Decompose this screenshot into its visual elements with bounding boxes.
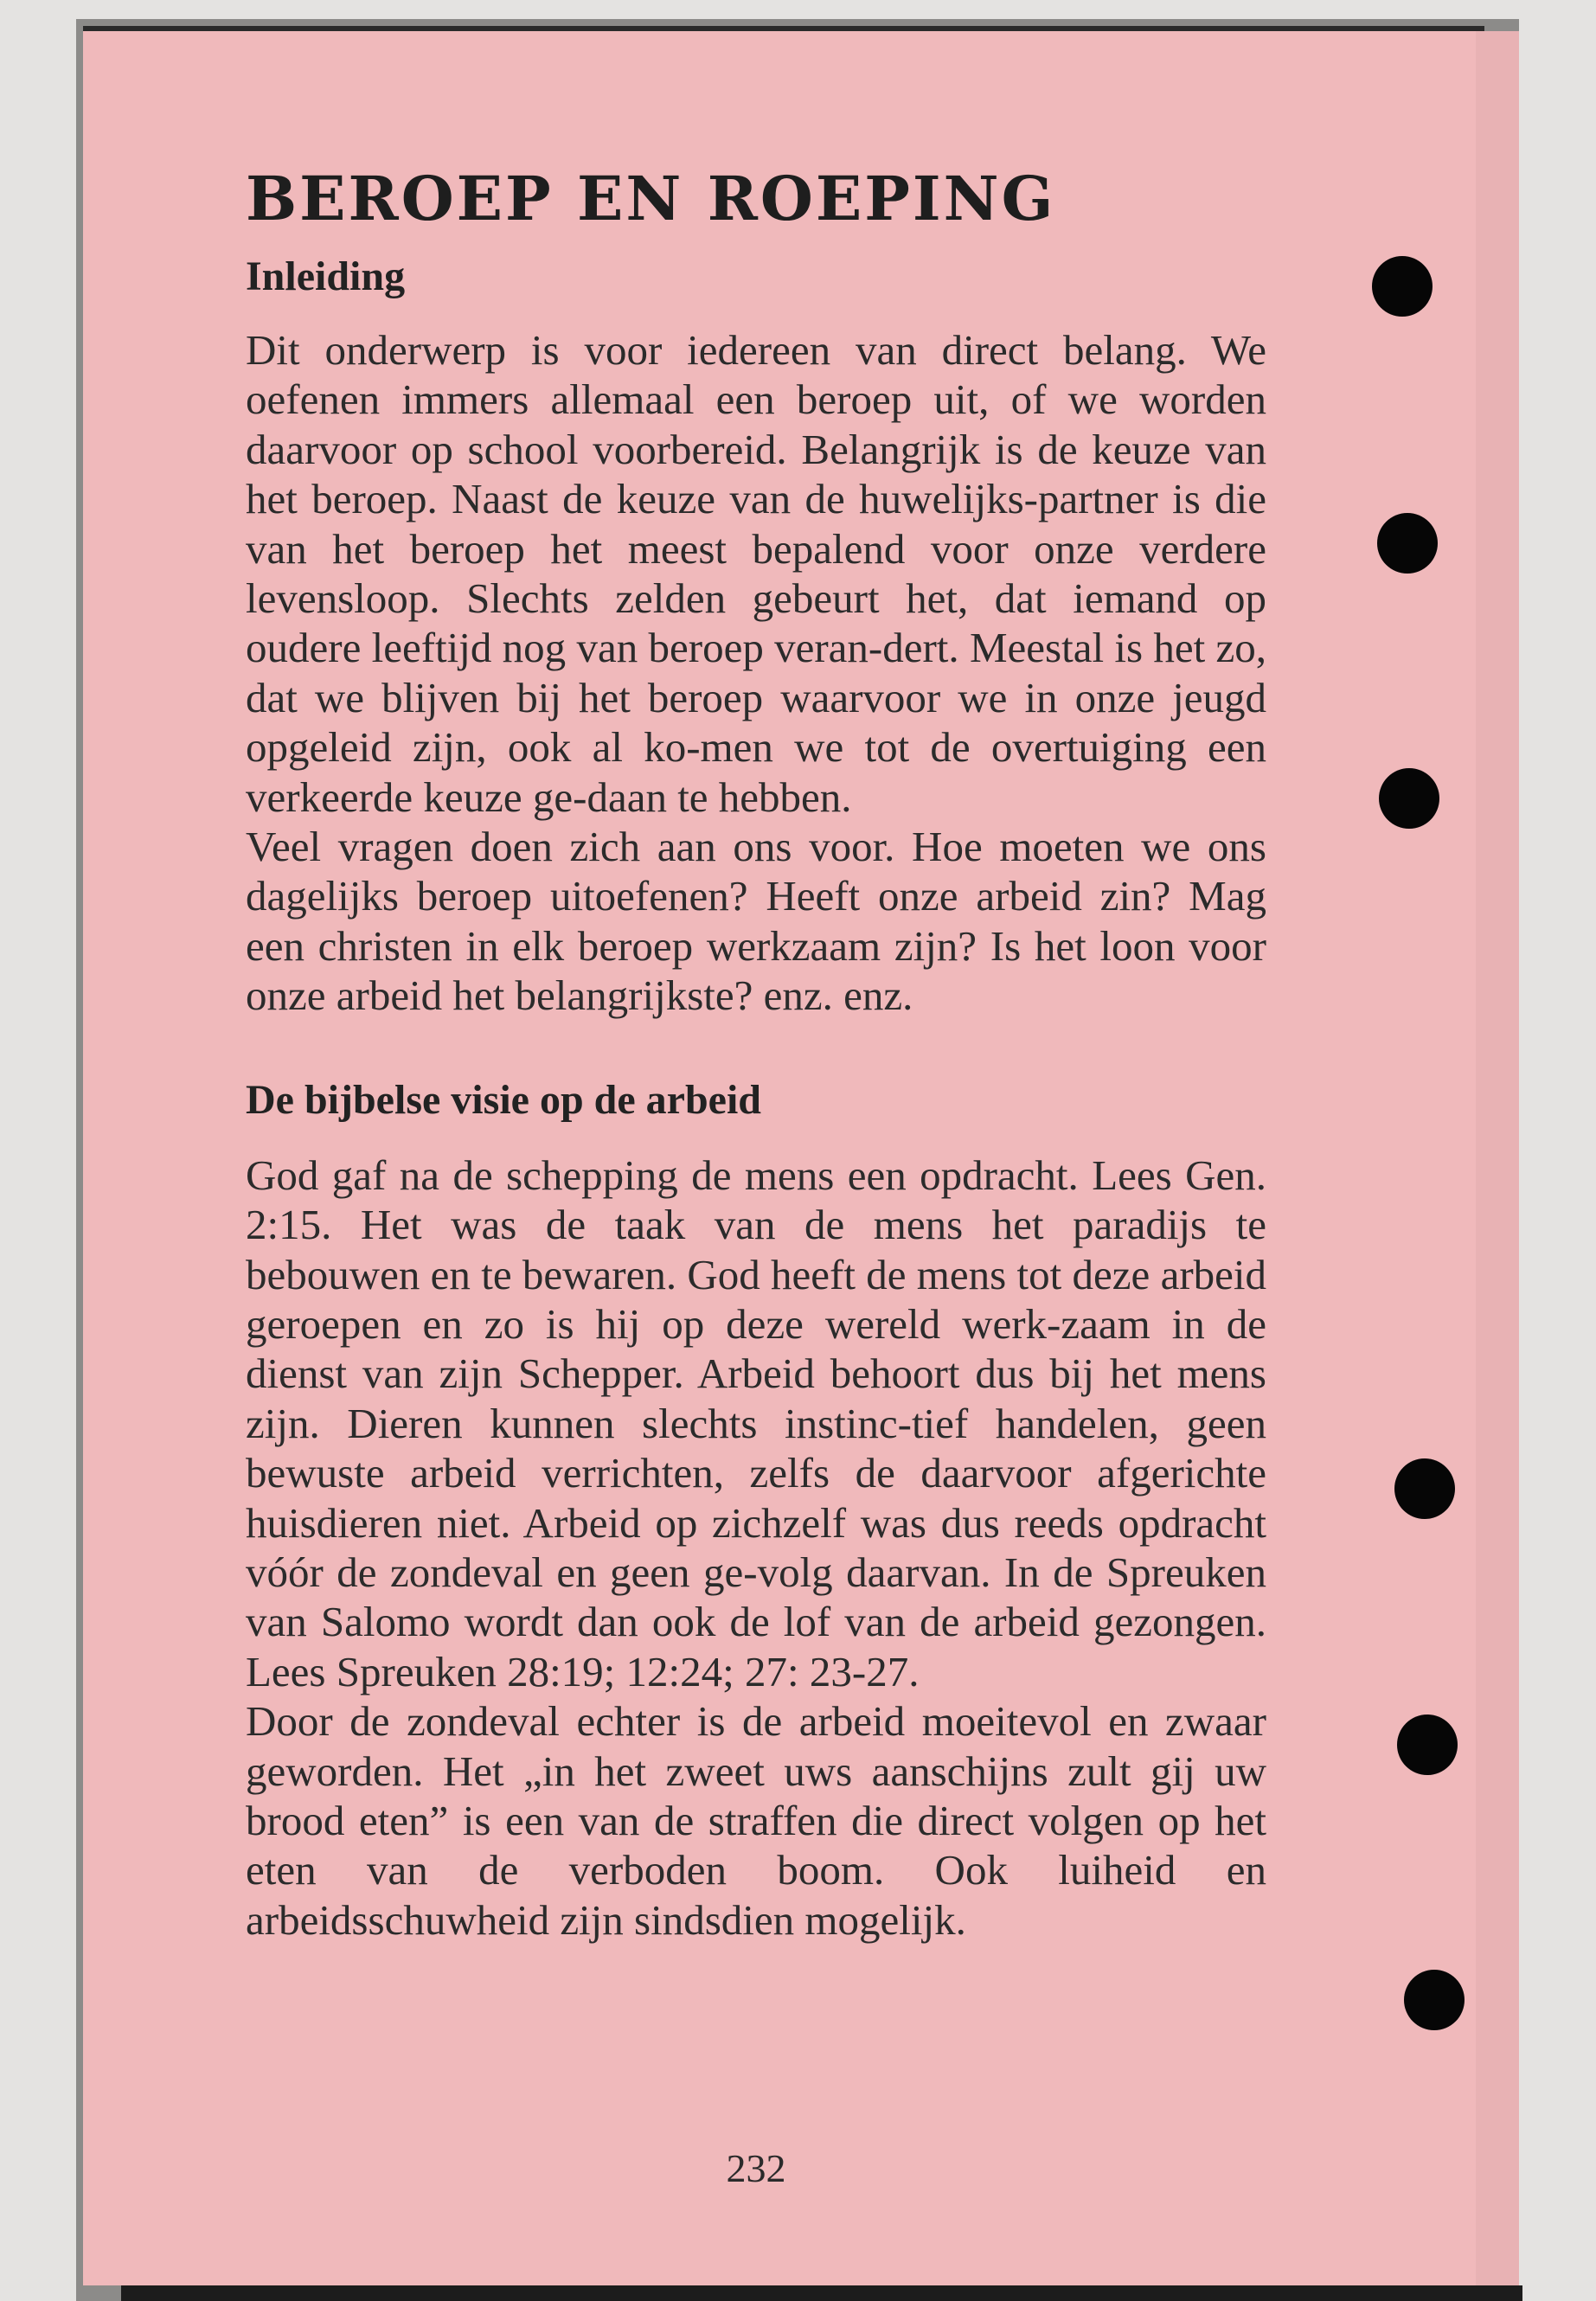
punch-hole-2: [1377, 513, 1438, 574]
paragraph: Veel vragen doen zich aan ons voor. Hoe moeten we ons dagelijks beroep uitoefenen? Heeft onze arbeid zin? Mag een christen in elk beroep werkzaam zijn? Is het loon voor onze arbeid het belangrijkste? enz. enz.: [246, 823, 1266, 1020]
punch-hole-1: [1372, 256, 1433, 317]
punch-hole-4: [1394, 1458, 1455, 1519]
paragraph: Door de zondeval echter is de arbeid moeitevol en zwaar geworden. Het „in het zweet uws aanschijns zult gij uw brood eten” is een van de straffen die direct volgen op het eten van de verboden boom. Ook luiheid en arbeidsschuwheid zijn sindsdien mogelijk.: [246, 1697, 1266, 1944]
page-bottom-edge: [121, 2285, 1522, 2301]
section-heading-inleiding: Inleiding: [246, 253, 406, 299]
page-number: 232: [726, 2146, 786, 2190]
punch-hole-6: [1404, 1970, 1465, 2030]
punch-hole-3: [1379, 768, 1439, 829]
chapter-title: BEROEP EN ROEPING: [246, 163, 1056, 234]
page-content: [246, 156, 1266, 2190]
section-heading-bijbelse-visie: De bijbelse visie op de arbeid: [246, 1076, 761, 1123]
page-margin-strip: [1476, 31, 1519, 2285]
paragraph: God gaf na de schepping de mens een opdracht. Lees Gen. 2:15. Het was de taak van de mens het paradijs te bebouwen en te bewaren. God heeft de mens tot deze arbeid geroepen en zo is hij op deze wereld werk-zaam in de dienst van zijn Schepper. Arbeid behoort dus bij het mens zijn. Dieren kunnen slechts instinc-tief handelen, geen bewuste arbeid verrichten, zelfs de daarvoor afgerichte huisdieren niet. Arbeid op zichzelf was dus reeds opdracht vóór de zondeval en geen ge-volg daarvan. In de Spreuken van Salomo wordt dan ook de lof van de arbeid gezongen. Lees Spreuken 28:19; 12:24; 27: 23-27.: [246, 1150, 1266, 1695]
punch-hole-5: [1397, 1715, 1458, 1775]
paragraph: Dit onderwerp is voor iedereen van direct belang. We oefenen immers allemaal een beroep uit, of we worden daarvoor op school voorbereid. Belangrijk is de keuze van het beroep. Naast de keuze van de huwelijks-partner is die van het beroep het meest bepalend voor onze verdere levensloop. Slechts zelden gebeurt het, dat iemand op oudere leeftijd nog van beroep veran-dert. Meestal is het zo, dat we blijven bij het beroep waarvoor we in onze jeugd opgeleid zijn, ook al ko-men we tot de overtuiging een verkeerde keuze ge-daan te hebben.: [246, 326, 1266, 821]
